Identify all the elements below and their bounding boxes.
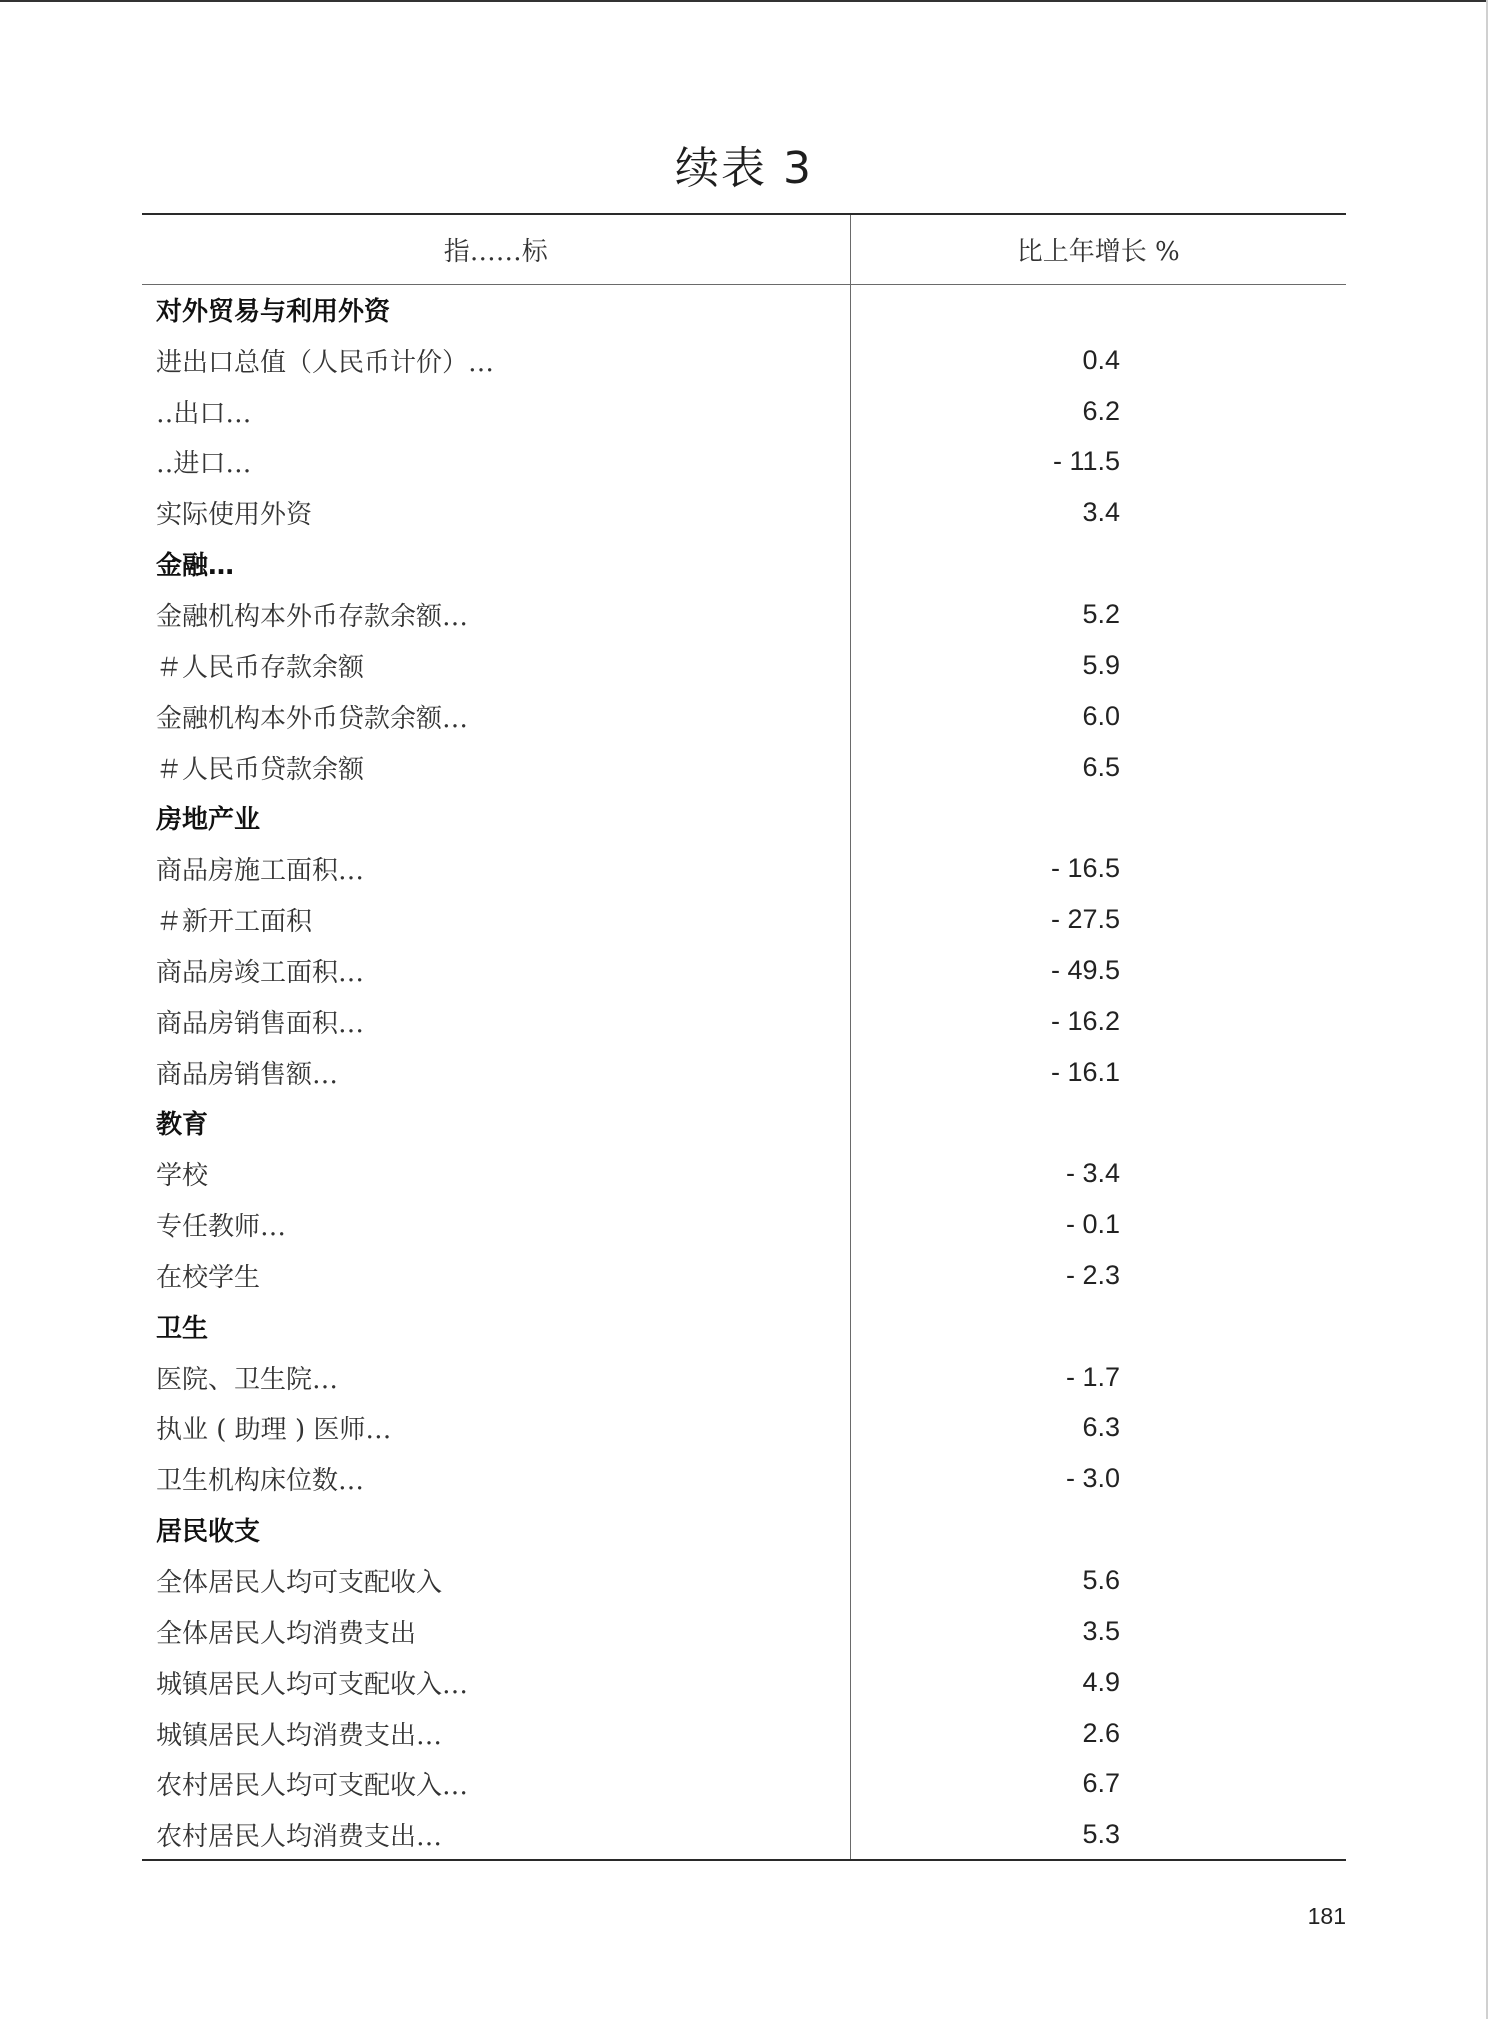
page-number: 181 bbox=[1307, 1903, 1346, 1929]
section-heading: 房地产业 bbox=[142, 792, 850, 843]
table-row bbox=[142, 945, 1346, 996]
table-row bbox=[142, 1809, 1346, 1860]
table-row bbox=[142, 589, 1346, 640]
table-row bbox=[142, 894, 1346, 945]
growth-value-cell bbox=[850, 1098, 1346, 1149]
table-row bbox=[142, 1657, 1346, 1708]
indicator-cell: 农村居民人均消费支出… bbox=[142, 1809, 850, 1860]
growth-value-cell: 6.3 bbox=[1082, 1412, 1120, 1443]
indicator-cell: 商品房销售面积… bbox=[142, 996, 850, 1047]
growth-value-cell: 5.3 bbox=[1082, 1818, 1120, 1849]
growth-value-cell: 6.0 bbox=[1082, 700, 1120, 731]
growth-value-cell bbox=[850, 1504, 1346, 1555]
table-row bbox=[142, 1199, 1346, 1250]
indicator-cell: 实际使用外资 bbox=[142, 487, 850, 538]
growth-value-cell: - 2.3 bbox=[1065, 1259, 1120, 1290]
growth-value-cell: 3.5 bbox=[1082, 1615, 1120, 1646]
growth-value-cell: - 49.5 bbox=[1050, 954, 1120, 985]
indicator-cell: 商品房销售额… bbox=[142, 1047, 850, 1098]
table-row bbox=[142, 1250, 1346, 1301]
header-indicator: 指……标 bbox=[142, 214, 850, 284]
table-row bbox=[142, 1047, 1346, 1098]
table-header-row bbox=[142, 214, 1346, 284]
table-row bbox=[142, 742, 1346, 793]
section-heading: 卫生 bbox=[142, 1301, 850, 1352]
indicator-cell: 全体居民人均消费支出 bbox=[142, 1606, 850, 1657]
section-row bbox=[142, 1098, 1346, 1149]
indicator-cell: 城镇居民人均消费支出… bbox=[142, 1708, 850, 1759]
table-row bbox=[142, 1555, 1346, 1606]
indicator-cell: 金融机构本外币存款余额… bbox=[142, 589, 850, 640]
indicator-cell: 卫生机构床位数… bbox=[142, 1453, 850, 1504]
growth-value-cell: - 27.5 bbox=[1050, 904, 1120, 935]
page-top-border bbox=[0, 0, 1488, 2]
growth-value-cell: - 0.1 bbox=[1065, 1209, 1120, 1240]
indicator-cell: 商品房施工面积… bbox=[142, 843, 850, 894]
page-title: 续表 3 bbox=[675, 143, 813, 194]
statistics-table bbox=[142, 213, 1346, 1861]
indicator-cell: 金融机构本外币贷款余额… bbox=[142, 691, 850, 742]
indicator-cell: 农村居民人均可支配收入… bbox=[142, 1758, 850, 1809]
growth-value-cell: 5.6 bbox=[1082, 1565, 1120, 1596]
table-row bbox=[142, 1453, 1346, 1504]
growth-value-cell: 0.4 bbox=[1082, 344, 1120, 375]
table-body bbox=[142, 284, 1346, 1860]
table-row bbox=[142, 1352, 1346, 1403]
growth-value-cell: 6.7 bbox=[1082, 1768, 1120, 1799]
table-row bbox=[142, 1606, 1346, 1657]
table-row bbox=[142, 437, 1346, 488]
section-row bbox=[142, 1504, 1346, 1555]
indicator-cell: 全体居民人均可支配收入 bbox=[142, 1555, 850, 1606]
header-growth-percent: 比上年增长 % bbox=[1016, 236, 1180, 267]
indicator-cell: ＃新开工面积 bbox=[142, 894, 850, 945]
indicator-cell: ‥进口… bbox=[142, 437, 850, 488]
growth-value-cell: 3.4 bbox=[1082, 497, 1120, 528]
section-heading: 对外贸易与利用外资 bbox=[142, 284, 850, 335]
growth-value-cell: - 3.4 bbox=[1065, 1158, 1120, 1189]
section-row bbox=[142, 284, 1346, 335]
growth-value-cell: 5.2 bbox=[1082, 598, 1120, 629]
indicator-cell: 在校学生 bbox=[142, 1250, 850, 1301]
growth-value-cell: - 16.5 bbox=[1050, 853, 1120, 884]
section-heading: 居民收支 bbox=[142, 1504, 850, 1555]
section-row bbox=[142, 538, 1346, 589]
indicator-cell: 城镇居民人均可支配收入… bbox=[142, 1657, 850, 1708]
table-row bbox=[142, 1758, 1346, 1809]
growth-value-cell: - 1.7 bbox=[1065, 1361, 1120, 1392]
table-row bbox=[142, 1708, 1346, 1759]
table-row bbox=[142, 1403, 1346, 1454]
table-row bbox=[142, 1148, 1346, 1199]
growth-value-cell: - 3.0 bbox=[1065, 1463, 1120, 1494]
section-row bbox=[142, 792, 1346, 843]
table-row bbox=[142, 386, 1346, 437]
growth-value-cell: 2.6 bbox=[1082, 1717, 1120, 1748]
growth-value-cell bbox=[850, 1301, 1346, 1352]
table-row bbox=[142, 691, 1346, 742]
indicator-cell: ＃人民币存款余额 bbox=[142, 640, 850, 691]
table-row bbox=[142, 335, 1346, 386]
section-heading: 教育 bbox=[142, 1098, 850, 1149]
indicator-cell: 商品房竣工面积… bbox=[142, 945, 850, 996]
indicator-cell: 执业 ( 助理 ) 医师… bbox=[142, 1403, 850, 1454]
growth-value-cell: 5.9 bbox=[1082, 649, 1120, 680]
table-row bbox=[142, 640, 1346, 691]
indicator-cell: ‥出口… bbox=[142, 386, 850, 437]
indicator-cell: 专任教师… bbox=[142, 1199, 850, 1250]
indicator-cell: 医院、卫生院… bbox=[142, 1352, 850, 1403]
table-row bbox=[142, 996, 1346, 1047]
growth-value-cell: 6.5 bbox=[1082, 751, 1120, 782]
indicator-cell: 进出口总值（人民币计价）… bbox=[142, 335, 850, 386]
growth-value-cell: - 11.5 bbox=[1052, 446, 1120, 477]
growth-value-cell: 4.9 bbox=[1082, 1666, 1120, 1697]
growth-value-cell bbox=[850, 538, 1346, 589]
section-row bbox=[142, 1301, 1346, 1352]
growth-value-cell: - 16.1 bbox=[1050, 1056, 1120, 1087]
growth-value-cell bbox=[850, 284, 1346, 335]
growth-value-cell bbox=[850, 792, 1346, 843]
growth-value-cell: - 16.2 bbox=[1050, 1005, 1120, 1036]
indicator-cell: 学校 bbox=[142, 1148, 850, 1199]
table-row bbox=[142, 843, 1346, 894]
indicator-cell: ＃人民币贷款余额 bbox=[142, 742, 850, 793]
table-row bbox=[142, 487, 1346, 538]
section-heading: 金融… bbox=[142, 538, 850, 589]
growth-value-cell: 6.2 bbox=[1082, 395, 1120, 426]
